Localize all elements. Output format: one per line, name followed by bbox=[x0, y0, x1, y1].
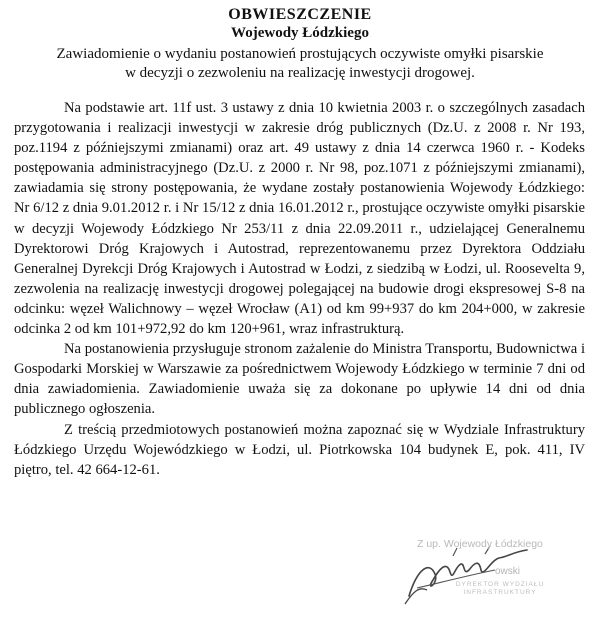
signature-role-line-1: DYREKTOR WYDZIAŁU bbox=[455, 581, 545, 588]
document-title: OBWIESZCZENIE bbox=[228, 6, 372, 23]
body-paragraph-contact: Z treścią przedmiotowych postanowień można zapoznać się w Wydziale Infrastruktury Łódzkiego Urzędu Wojewódzkiego w Łodzi, ul. Piotrkowska 104 budynek E, pok. 411, IV piętro, tel. 42 664-12-61. bbox=[14, 421, 585, 478]
signature-stamp bbox=[395, 530, 585, 610]
body-paragraph-legal-basis: Na podstawie art. 11f ust. 3 ustawy z dnia 10 kwietnia 2003 r. o szczególnych zasadach przygotowania i realizacji inwestycji w zakresie dróg publicznych (Dz.U. z 2008 r. Nr 193, poz.1194 z późniejszymi zmianami) oraz art. 49 ustawy z dnia 14 czerwca 1960 r. - Kodeks postępowania administracyjnego (Dz.U. z 2000 r. Nr 98, poz.1071 z późniejszymi zmianami), zawiadamia się strony postępowania, że wydane zostały postanowienia Wojewody Łódzkiego: Nr 6/12 z dnia 9.01.2012 r. i Nr 15/12 z dnia 16.01.2012 r., prostujące oczywiste omyłki pisarskie w decyzji Wojewody Łódzkiego Nr 253/11 z dnia 22.09.2011 r., udzielającej Generalnemu Dyrektorowi Dróg Krajowych i Autostrad, reprezentowanemu przez Dyrektora Oddziału Generalnej Dyrekcji Dróg Krajowych i Autostrad w Łodzi, z siedzibą w Łodzi, ul. Roosevelta 9, zezwolenia na realizację inwestycji drogowej polegającej na budowie drogi ekspresowej S-8 na odcinku: węzeł Walichnowy – węzeł Wrocław (A1) od km 99+937 do km 204+000, w zakresie odcinka 2 od km 101+972,92 do km 120+961, wraz infrastrukturą. bbox=[14, 100, 585, 338]
notice-line-2: w decyzji o zezwoleniu na realizację inwestycji drogowej. bbox=[125, 65, 475, 81]
signature-name: owski bbox=[495, 566, 521, 577]
announcement-body bbox=[14, 98, 585, 480]
signature-caption: Z up. Wojewody Łódzkiego bbox=[417, 538, 543, 550]
signature-role-line-2: INFRASTRUKTURY bbox=[463, 589, 537, 596]
issuer-subtitle: Wojewody Łódzkiego bbox=[231, 25, 369, 41]
body-paragraph-appeal: Na postanowienia przysługuje stronom zażalenie do Ministra Transportu, Budownictwa i Gospodarki Morskiej w Warszawie za pośrednictwem Wojewody Łódzkiego w terminie 7 dni od dnia zawiadomienia. Zawiadomienie uważa się za dokonane po upływie 14 dni od dnia publicznego ogłoszenia. bbox=[14, 341, 585, 418]
signature-role bbox=[425, 581, 575, 597]
notice-heading bbox=[20, 45, 580, 83]
notice-line-1: Zawiadomienie o wydaniu postanowień prostujących oczywiste omyłki pisarskie bbox=[56, 46, 544, 62]
